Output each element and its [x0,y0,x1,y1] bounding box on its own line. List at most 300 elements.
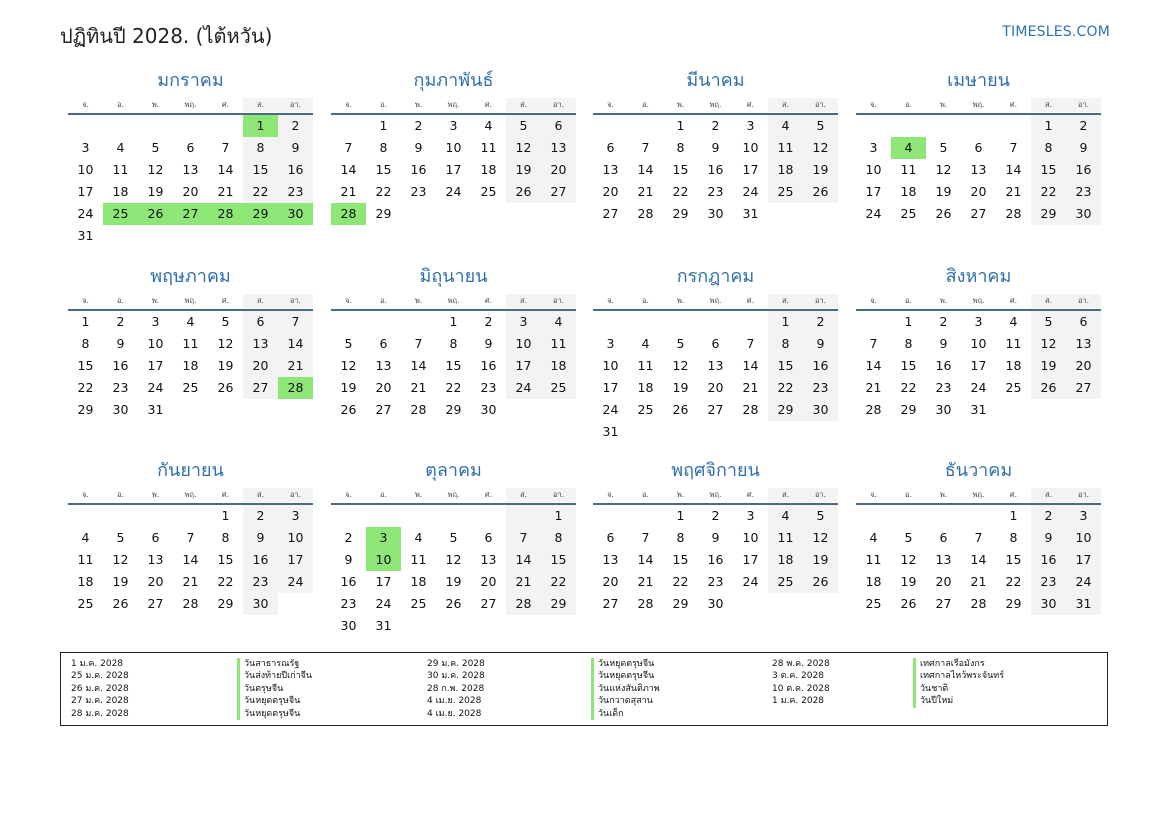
day-cell[interactable]: 20 [602,184,619,199]
day-cell[interactable]: 29 [217,596,234,611]
day-cell[interactable]: 18 [900,184,917,199]
day-cell[interactable]: 19 [935,184,952,199]
day-cell[interactable]: 26 [506,181,541,203]
day-cell[interactable]: 15 [1031,159,1066,181]
day-cell[interactable]: 27 [602,206,619,221]
day-cell[interactable]: 31 [147,402,164,417]
day-cell[interactable]: 14 [410,358,427,373]
day-cell[interactable]: 21 [742,380,759,395]
day-cell[interactable]: 25 [1005,380,1022,395]
day-cell[interactable]: 23 [1066,181,1101,203]
day-cell[interactable]: 20 [1066,355,1101,377]
day-cell[interactable]: 26 [445,596,462,611]
day-cell[interactable]: 12 [672,358,689,373]
day-cell[interactable]: 6 [606,140,615,155]
day-cell[interactable]: 20 [935,574,952,589]
day-cell[interactable]: 27 [480,596,497,611]
day-cell[interactable]: 31 [970,402,987,417]
day-cell[interactable]: 8 [541,527,576,549]
day-cell[interactable]: 20 [480,574,497,589]
day-cell[interactable]: 25 [900,206,917,221]
day-cell[interactable]: 21 [1005,184,1022,199]
day-cell[interactable]: 10 [147,336,164,351]
day-cell[interactable]: 5 [803,115,838,137]
day-cell[interactable]: 19 [340,380,357,395]
day-cell[interactable]: 18 [410,574,427,589]
day-cell[interactable]: 12 [217,336,234,351]
day-cell[interactable]: 25 [182,380,199,395]
day-cell[interactable]: 26 [900,596,917,611]
day-cell[interactable]: 22 [900,380,917,395]
day-cell[interactable]: 25 [768,181,803,203]
day-cell[interactable]: 4 [768,505,803,527]
day-cell[interactable]: 21 [506,571,541,593]
day-cell[interactable]: 4 [414,530,423,545]
day-cell[interactable]: 25 [768,571,803,593]
day-cell[interactable]: 14 [637,552,654,567]
day-cell[interactable]: 17 [375,574,392,589]
day-cell[interactable]: 6 [711,336,720,351]
day-cell[interactable]: 30 [112,402,129,417]
day-cell[interactable]: 28 [742,402,759,417]
day-cell[interactable]: 30 [340,618,357,633]
day-cell[interactable]: 22 [243,181,278,203]
day-cell[interactable]: 17 [865,184,882,199]
day-cell[interactable]: 23 [1031,571,1066,593]
day-cell[interactable]: 13 [541,137,576,159]
day-cell[interactable]: 9 [711,140,720,155]
day-cell[interactable]: 3 [974,314,983,329]
day-cell[interactable]: 30 [480,402,497,417]
day-cell[interactable]: 11 [541,333,576,355]
day-cell[interactable]: 8 [768,333,803,355]
day-cell[interactable]: 27 [602,596,619,611]
day-cell[interactable]: 17 [602,380,619,395]
day-cell[interactable]: 26 [1031,377,1066,399]
day-cell[interactable]: 28 [1005,206,1022,221]
day-cell[interactable]: 14 [182,552,199,567]
day-cell[interactable]: 20 [541,159,576,181]
day-cell[interactable]: 21 [637,574,654,589]
day-cell[interactable]: 19 [1031,355,1066,377]
day-cell[interactable]: 24 [602,402,619,417]
day-cell[interactable]: 15 [900,358,917,373]
day-cell[interactable]: 26 [340,402,357,417]
day-cell[interactable]: 23 [935,380,952,395]
day-cell[interactable]: 4 [1009,314,1018,329]
day-cell[interactable]: 4 [81,530,90,545]
day-cell[interactable]: 3 [366,527,401,549]
day-cell[interactable]: 27 [707,402,724,417]
day-cell[interactable]: 6 [541,115,576,137]
day-cell[interactable]: 26 [112,596,129,611]
day-cell[interactable]: 9 [1066,137,1101,159]
day-cell[interactable]: 24 [375,596,392,611]
day-cell[interactable]: 15 [541,549,576,571]
day-cell[interactable]: 8 [1031,137,1066,159]
day-cell[interactable]: 12 [803,137,838,159]
day-cell[interactable]: 25 [410,596,427,611]
day-cell[interactable]: 15 [445,358,462,373]
day-cell[interactable]: 28 [278,377,313,399]
day-cell[interactable]: 18 [637,380,654,395]
day-cell[interactable]: 10 [742,530,759,545]
day-cell[interactable]: 24 [1066,571,1101,593]
day-cell[interactable]: 15 [1005,552,1022,567]
day-cell[interactable]: 28 [182,596,199,611]
day-cell[interactable]: 14 [506,549,541,571]
day-cell[interactable]: 7 [221,140,230,155]
day-cell[interactable]: 1 [1031,115,1066,137]
day-cell[interactable]: 11 [1005,336,1022,351]
day-cell[interactable]: 28 [331,203,366,225]
day-cell[interactable]: 17 [970,358,987,373]
day-cell[interactable]: 10 [77,162,94,177]
day-cell[interactable]: 16 [112,358,129,373]
day-cell[interactable]: 26 [803,571,838,593]
day-cell[interactable]: 1 [379,118,388,133]
day-cell[interactable]: 9 [484,336,493,351]
day-cell[interactable]: 18 [77,574,94,589]
day-cell[interactable]: 1 [768,311,803,333]
day-cell[interactable]: 12 [803,527,838,549]
day-cell[interactable]: 9 [414,140,423,155]
day-cell[interactable]: 10 [970,336,987,351]
day-cell[interactable]: 8 [221,530,230,545]
day-cell[interactable]: 23 [243,571,278,593]
day-cell[interactable]: 26 [217,380,234,395]
day-cell[interactable]: 16 [707,162,724,177]
day-cell[interactable]: 8 [904,336,913,351]
day-cell[interactable]: 25 [77,596,94,611]
day-cell[interactable]: 20 [243,355,278,377]
day-cell[interactable]: 13 [480,552,497,567]
day-cell[interactable]: 7 [344,140,353,155]
day-cell[interactable]: 11 [410,552,427,567]
day-cell[interactable]: 27 [1066,377,1101,399]
day-cell[interactable]: 8 [81,336,90,351]
day-cell[interactable]: 13 [602,552,619,567]
day-cell[interactable]: 23 [707,184,724,199]
day-cell[interactable]: 15 [672,162,689,177]
day-cell[interactable]: 19 [217,358,234,373]
day-cell[interactable]: 22 [217,574,234,589]
day-cell[interactable]: 24 [970,380,987,395]
day-cell[interactable]: 27 [375,402,392,417]
day-cell[interactable]: 13 [147,552,164,567]
day-cell[interactable]: 30 [243,593,278,615]
day-cell[interactable]: 28 [506,593,541,615]
day-cell[interactable]: 12 [112,552,129,567]
day-cell[interactable]: 6 [606,530,615,545]
day-cell[interactable]: 29 [672,206,689,221]
day-cell[interactable]: 7 [506,527,541,549]
day-cell[interactable]: 3 [449,118,458,133]
day-cell[interactable]: 14 [278,333,313,355]
day-cell[interactable]: 20 [182,184,199,199]
day-cell[interactable]: 28 [410,402,427,417]
day-cell[interactable]: 11 [77,552,94,567]
day-cell[interactable]: 1 [541,505,576,527]
day-cell[interactable]: 6 [379,336,388,351]
day-cell[interactable]: 10 [506,333,541,355]
day-cell[interactable]: 9 [803,333,838,355]
day-cell[interactable]: 24 [506,377,541,399]
day-cell[interactable]: 18 [768,159,803,181]
day-cell[interactable]: 18 [541,355,576,377]
day-cell[interactable]: 10 [865,162,882,177]
day-cell[interactable]: 19 [506,159,541,181]
day-cell[interactable]: 5 [676,336,685,351]
day-cell[interactable]: 6 [484,530,493,545]
day-cell[interactable]: 11 [768,137,803,159]
day-cell[interactable]: 4 [541,311,576,333]
day-cell[interactable]: 2 [116,314,125,329]
day-cell[interactable]: 2 [711,508,720,523]
day-cell[interactable]: 15 [375,162,392,177]
day-cell[interactable]: 24 [865,206,882,221]
day-cell[interactable]: 9 [1031,527,1066,549]
day-cell[interactable]: 30 [1066,203,1101,225]
day-cell[interactable]: 2 [1066,115,1101,137]
day-cell[interactable]: 25 [865,596,882,611]
day-cell[interactable]: 13 [1066,333,1101,355]
day-cell[interactable]: 11 [637,358,654,373]
day-cell[interactable]: 5 [221,314,230,329]
day-cell[interactable]: 19 [112,574,129,589]
day-cell[interactable]: 21 [970,574,987,589]
day-cell[interactable]: 25 [637,402,654,417]
day-cell[interactable]: 2 [344,530,353,545]
day-cell[interactable]: 23 [278,181,313,203]
day-cell[interactable]: 12 [506,137,541,159]
day-cell[interactable]: 24 [147,380,164,395]
day-cell[interactable]: 9 [344,552,353,567]
day-cell[interactable]: 26 [935,206,952,221]
day-cell[interactable]: 29 [77,402,94,417]
day-cell[interactable]: 17 [278,549,313,571]
day-cell[interactable]: 19 [672,380,689,395]
day-cell[interactable]: 9 [116,336,125,351]
day-cell[interactable]: 26 [803,181,838,203]
day-cell[interactable]: 22 [77,380,94,395]
day-cell[interactable]: 23 [410,184,427,199]
day-cell[interactable]: 6 [243,311,278,333]
day-cell[interactable]: 21 [410,380,427,395]
day-cell[interactable]: 27 [970,206,987,221]
day-cell[interactable]: 25 [541,377,576,399]
day-cell[interactable]: 5 [344,336,353,351]
day-cell[interactable]: 18 [865,574,882,589]
day-cell[interactable]: 29 [672,596,689,611]
day-cell[interactable]: 2 [484,314,493,329]
day-cell[interactable]: 22 [768,377,803,399]
day-cell[interactable]: 13 [602,162,619,177]
day-cell[interactable]: 17 [147,358,164,373]
day-cell[interactable]: 15 [217,552,234,567]
day-cell[interactable]: 27 [147,596,164,611]
day-cell[interactable]: 18 [112,184,129,199]
day-cell[interactable]: 28 [865,402,882,417]
day-cell[interactable]: 20 [375,380,392,395]
day-cell[interactable]: 22 [375,184,392,199]
day-cell[interactable]: 1 [1009,508,1018,523]
day-cell[interactable]: 31 [602,424,619,439]
day-cell[interactable]: 3 [278,505,313,527]
day-cell[interactable]: 14 [1005,162,1022,177]
day-cell[interactable]: 16 [480,358,497,373]
day-cell[interactable]: 7 [186,530,195,545]
day-cell[interactable]: 2 [1031,505,1066,527]
day-cell[interactable]: 18 [480,162,497,177]
day-cell[interactable]: 29 [243,203,278,225]
day-cell[interactable]: 17 [742,162,759,177]
day-cell[interactable]: 16 [707,552,724,567]
day-cell[interactable]: 5 [151,140,160,155]
day-cell[interactable]: 17 [77,184,94,199]
day-cell[interactable]: 16 [1066,159,1101,181]
day-cell[interactable]: 2 [803,311,838,333]
day-cell[interactable]: 15 [768,355,803,377]
day-cell[interactable]: 8 [243,137,278,159]
day-cell[interactable]: 1 [221,508,230,523]
day-cell[interactable]: 22 [672,574,689,589]
day-cell[interactable]: 24 [742,184,759,199]
day-cell[interactable]: 2 [414,118,423,133]
day-cell[interactable]: 23 [803,377,838,399]
day-cell[interactable]: 30 [803,399,838,421]
day-cell[interactable]: 4 [116,140,125,155]
day-cell[interactable]: 3 [506,311,541,333]
site-link[interactable]: TIMESLES.COM [1002,24,1110,40]
day-cell[interactable]: 30 [707,206,724,221]
day-cell[interactable]: 6 [186,140,195,155]
day-cell[interactable]: 15 [243,159,278,181]
day-cell[interactable]: 2 [711,118,720,133]
day-cell[interactable]: 10 [602,358,619,373]
day-cell[interactable]: 28 [970,596,987,611]
day-cell[interactable]: 11 [900,162,917,177]
day-cell[interactable]: 4 [891,137,926,159]
day-cell[interactable]: 6 [974,140,983,155]
day-cell[interactable]: 22 [445,380,462,395]
day-cell[interactable]: 26 [138,203,173,225]
day-cell[interactable]: 19 [803,159,838,181]
day-cell[interactable]: 5 [116,530,125,545]
day-cell[interactable]: 1 [676,508,685,523]
day-cell[interactable]: 10 [1066,527,1101,549]
day-cell[interactable]: 4 [186,314,195,329]
day-cell[interactable]: 7 [278,311,313,333]
day-cell[interactable]: 18 [182,358,199,373]
day-cell[interactable]: 3 [606,336,615,351]
day-cell[interactable]: 1 [81,314,90,329]
day-cell[interactable]: 11 [182,336,199,351]
day-cell[interactable]: 1 [243,115,278,137]
day-cell[interactable]: 28 [208,203,243,225]
day-cell[interactable]: 30 [935,402,952,417]
day-cell[interactable]: 13 [935,552,952,567]
day-cell[interactable]: 8 [676,530,685,545]
day-cell[interactable]: 1 [449,314,458,329]
day-cell[interactable]: 31 [1066,593,1101,615]
day-cell[interactable]: 16 [803,355,838,377]
day-cell[interactable]: 29 [1005,596,1022,611]
day-cell[interactable]: 29 [445,402,462,417]
day-cell[interactable]: 20 [147,574,164,589]
day-cell[interactable]: 12 [147,162,164,177]
day-cell[interactable]: 2 [243,505,278,527]
day-cell[interactable]: 30 [278,203,313,225]
day-cell[interactable]: 21 [865,380,882,395]
day-cell[interactable]: 15 [672,552,689,567]
day-cell[interactable]: 27 [243,377,278,399]
day-cell[interactable]: 17 [445,162,462,177]
day-cell[interactable]: 14 [637,162,654,177]
day-cell[interactable]: 5 [904,530,913,545]
day-cell[interactable]: 13 [243,333,278,355]
day-cell[interactable]: 19 [445,574,462,589]
day-cell[interactable]: 19 [803,549,838,571]
day-cell[interactable]: 21 [217,184,234,199]
day-cell[interactable]: 21 [278,355,313,377]
day-cell[interactable]: 29 [1031,203,1066,225]
day-cell[interactable]: 23 [707,574,724,589]
day-cell[interactable]: 9 [711,530,720,545]
day-cell[interactable]: 4 [641,336,650,351]
day-cell[interactable]: 20 [970,184,987,199]
day-cell[interactable]: 7 [869,336,878,351]
day-cell[interactable]: 16 [1031,549,1066,571]
day-cell[interactable]: 22 [1005,574,1022,589]
day-cell[interactable]: 24 [742,574,759,589]
day-cell[interactable]: 11 [480,140,497,155]
day-cell[interactable]: 22 [1031,181,1066,203]
day-cell[interactable]: 13 [182,162,199,177]
day-cell[interactable]: 20 [707,380,724,395]
day-cell[interactable]: 12 [340,358,357,373]
day-cell[interactable]: 30 [707,596,724,611]
day-cell[interactable]: 7 [746,336,755,351]
day-cell[interactable]: 5 [449,530,458,545]
day-cell[interactable]: 22 [541,571,576,593]
day-cell[interactable]: 29 [900,402,917,417]
day-cell[interactable]: 15 [77,358,94,373]
day-cell[interactable]: 7 [974,530,983,545]
day-cell[interactable]: 7 [414,336,423,351]
day-cell[interactable]: 16 [243,549,278,571]
day-cell[interactable]: 27 [541,181,576,203]
day-cell[interactable]: 23 [112,380,129,395]
day-cell[interactable]: 12 [1031,333,1066,355]
day-cell[interactable]: 10 [445,140,462,155]
day-cell[interactable]: 31 [375,618,392,633]
day-cell[interactable]: 31 [742,206,759,221]
day-cell[interactable]: 10 [366,549,401,571]
day-cell[interactable]: 24 [77,206,94,221]
day-cell[interactable]: 3 [746,508,755,523]
day-cell[interactable]: 9 [939,336,948,351]
day-cell[interactable]: 24 [445,184,462,199]
day-cell[interactable]: 8 [379,140,388,155]
day-cell[interactable]: 16 [340,574,357,589]
day-cell[interactable]: 19 [900,574,917,589]
day-cell[interactable]: 26 [672,402,689,417]
day-cell[interactable]: 9 [278,137,313,159]
day-cell[interactable]: 24 [278,571,313,593]
day-cell[interactable]: 8 [1009,530,1018,545]
day-cell[interactable]: 3 [151,314,160,329]
